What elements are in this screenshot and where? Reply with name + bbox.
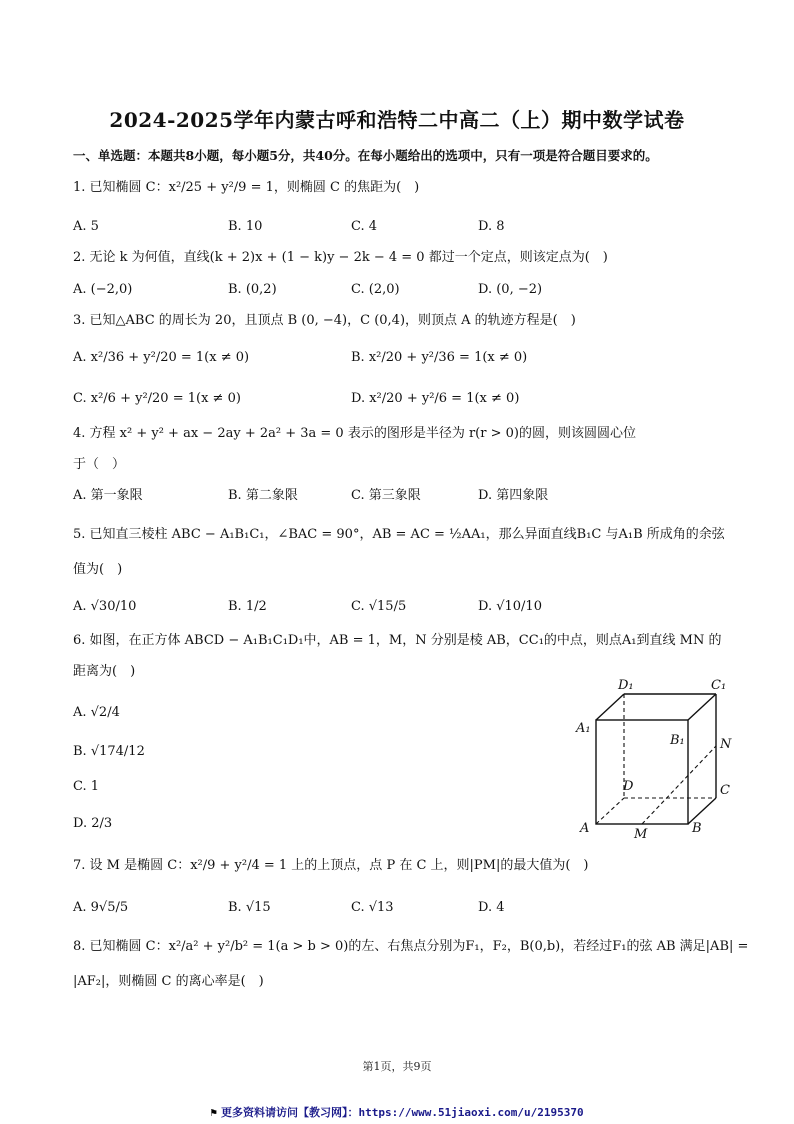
q7-option-d: D. 4 [478,900,505,915]
q6-option-b: B. √174/12 [73,744,145,759]
q3-option-b: B. x²/20 + y²/36 = 1(x ≠ 0) [351,350,528,365]
question-1-stem: 1. 已知椭圆 C：x²/25 + y²/9 = 1，则椭圆 C 的焦距为( ) [73,180,420,195]
question-5-stem-line2: 值为( ) [73,562,123,577]
q2-option-a: A. (−2,0) [73,282,133,297]
segment-mn [642,746,716,824]
label-d: D [623,779,634,794]
promo-line[interactable] [0,1104,794,1120]
question-8-stem-line1: 8. 已知椭圆 C：x²/a² + y²/b² = 1(a > b > 0)的左、右焦点分别为F₁，F₂，B(0,b)，若经过F₁的弦 AB 满足|AB| = [73,939,749,954]
question-5-stem-line1: 5. 已知直三棱柱 ABC − A₁B₁C₁，∠BAC = 90°，AB = AC = ½AA₁，那么异面直线B₁C 与A₁B 所成角的余弦 [73,527,725,542]
q1-option-a: A. 5 [73,219,99,234]
edge-b1-c1 [688,694,716,720]
promo-text[interactable]: 更多资料请访问【教习网】：https://www.51jiaoxi.com/u/2195370 [220,1106,584,1119]
label-d1: D₁ [618,678,634,693]
q6-option-d: D. 2/3 [73,816,113,831]
question-6-stem-line2: 距离为( ) [73,664,136,679]
q7-option-b: B. √15 [228,900,271,915]
q4-option-b: B. 第二象限 [228,488,298,503]
q4-option-a: A. 第一象限 [73,488,143,503]
q3-option-d: D. x²/20 + y²/6 = 1(x ≠ 0) [351,391,520,406]
question-6-stem-line1: 6. 如图，在正方体 ABCD − A₁B₁C₁D₁中，AB = 1，M，N 分别是棱 AB，CC₁的中点，则点A₁到直线 MN 的 [73,633,722,648]
question-7-stem: 7. 设 M 是椭圆 C：x²/9 + y²/4 = 1 上的上顶点，点 P 在 C 上，则|PM|的最大值为( ) [73,858,589,873]
label-b1: B₁ [670,733,685,748]
q5-option-c: C. √15/5 [351,599,407,614]
q2-option-c: C. (2,0) [351,282,400,297]
label-a: A [580,821,590,836]
q1-option-b: B. 10 [228,219,263,234]
q2-option-d: D. (0, −2) [478,282,543,297]
cube-figure [568,676,748,841]
question-3-stem: 3. 已知△ABC 的周长为 20，且顶点 B (0, −4)，C (0,4)，则顶点 A 的轨迹方程是( ) [73,313,576,328]
q2-option-b: B. (0,2) [228,282,277,297]
q1-option-c: C. 4 [351,219,378,234]
q4-option-d: D. 第四象限 [478,488,549,503]
label-a1: A₁ [576,721,591,736]
q7-option-c: C. √13 [351,900,394,915]
q3-option-a: A. x²/36 + y²/20 = 1(x ≠ 0) [73,350,250,365]
label-n: N [720,737,732,752]
q3-option-c: C. x²/6 + y²/20 = 1(x ≠ 0) [73,391,241,406]
question-4-stem-line2: 于（ ） [73,457,126,472]
q5-option-a: A. √30/10 [73,599,137,614]
exam-title: 2024-2025学年内蒙古呼和浩特二中高二（上）期中数学试卷 [109,108,685,132]
question-4-stem-line1: 4. 方程 x² + y² + ax − 2ay + 2a² + 3a = 0 表示的图形是半径为 r(r > 0)的圆，则该圆圆心位 [73,426,636,441]
q5-option-d: D. √10/10 [478,599,542,614]
q7-option-a: A. 9√5/5 [73,900,129,915]
question-2-stem: 2. 无论 k 为何值，直线(k + 2)x + (1 − k)y − 2k − 4 = 0 都过一个定点，则该定点为( ) [73,250,608,265]
section-heading: 一、单选题：本题共8小题，每小题5分，共40分。在每小题给出的选项中，只有一项是符合题目要求的。 [73,148,658,163]
edge-a1-d1 [596,694,624,720]
q5-option-b: B. 1/2 [228,599,267,614]
label-m: M [634,827,648,841]
label-c1: C₁ [711,678,727,693]
q1-option-d: D. 8 [478,219,505,234]
q6-option-a: A. √2/4 [73,705,120,720]
question-8-stem-line2: |AF₂|，则椭圆 C 的离心率是( ) [73,974,264,989]
label-b: B [692,821,702,836]
q4-option-c: C. 第三象限 [351,488,421,503]
q6-option-c: C. 1 [73,779,100,794]
label-c: C [720,783,730,798]
flag-icon: ⚑ [210,1106,217,1119]
page-number: 第1页，共9页 [362,1060,432,1073]
edge-a-d-hidden [596,798,624,824]
